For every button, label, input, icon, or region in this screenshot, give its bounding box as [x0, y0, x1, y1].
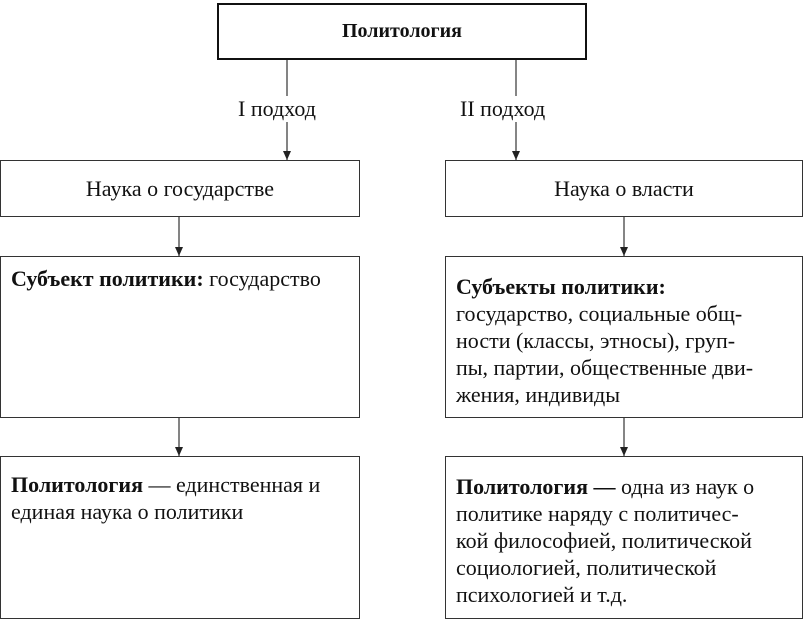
- subject-heading-1: Субъект политики:: [11, 266, 204, 291]
- subject-content-2: [446, 257, 802, 408]
- conclusion-text-2: одна из наук о: [615, 474, 755, 499]
- conclusion-content-1: [1, 457, 359, 525]
- conclusion-line-2-4: психологией и т.д.: [456, 582, 628, 607]
- science-box-1: [0, 160, 360, 217]
- subject-text-1: государство: [203, 266, 321, 291]
- conclusion-box-2: [445, 456, 803, 619]
- conclusion-box-1: [0, 456, 360, 619]
- science-label-1: Наука о государстве: [85, 175, 275, 201]
- conclusion-line-2-2: кой философией, политической: [456, 528, 752, 553]
- conclusion-content-2: [446, 457, 802, 608]
- subject-box-2: [445, 256, 803, 418]
- conclusion-line-2-1: политике наряду с политичес-: [456, 501, 739, 526]
- conclusion-first-line-2: [456, 473, 792, 500]
- subject-box-1: [0, 256, 360, 418]
- approach-label-1: I подход: [234, 96, 320, 122]
- root-box: [217, 3, 587, 60]
- subject-line-2-1: государство, социальные общ-: [456, 301, 743, 326]
- approach-label-2: II подход: [456, 96, 549, 122]
- subject-heading-2: Субъекты политики:: [456, 274, 666, 299]
- subject-line-2-3: пы, партии, общественные дви-: [456, 355, 754, 380]
- subject-line-2-2: ности (классы, этносы), груп-: [456, 328, 736, 353]
- science-label-2: Наука о власти: [554, 175, 694, 201]
- conclusion-text-1: — единственная и единая наука о политики: [11, 472, 321, 524]
- conclusion-heading-2: Политология —: [456, 474, 616, 499]
- conclusion-heading-1: Политология: [11, 472, 143, 497]
- root-title: Политология: [342, 20, 462, 42]
- subject-line-2-4: жения, индивиды: [456, 382, 620, 407]
- conclusion-line-2-3: социологией, политической: [456, 555, 717, 580]
- subject-content-1: [1, 257, 359, 292]
- science-box-2: [445, 160, 803, 217]
